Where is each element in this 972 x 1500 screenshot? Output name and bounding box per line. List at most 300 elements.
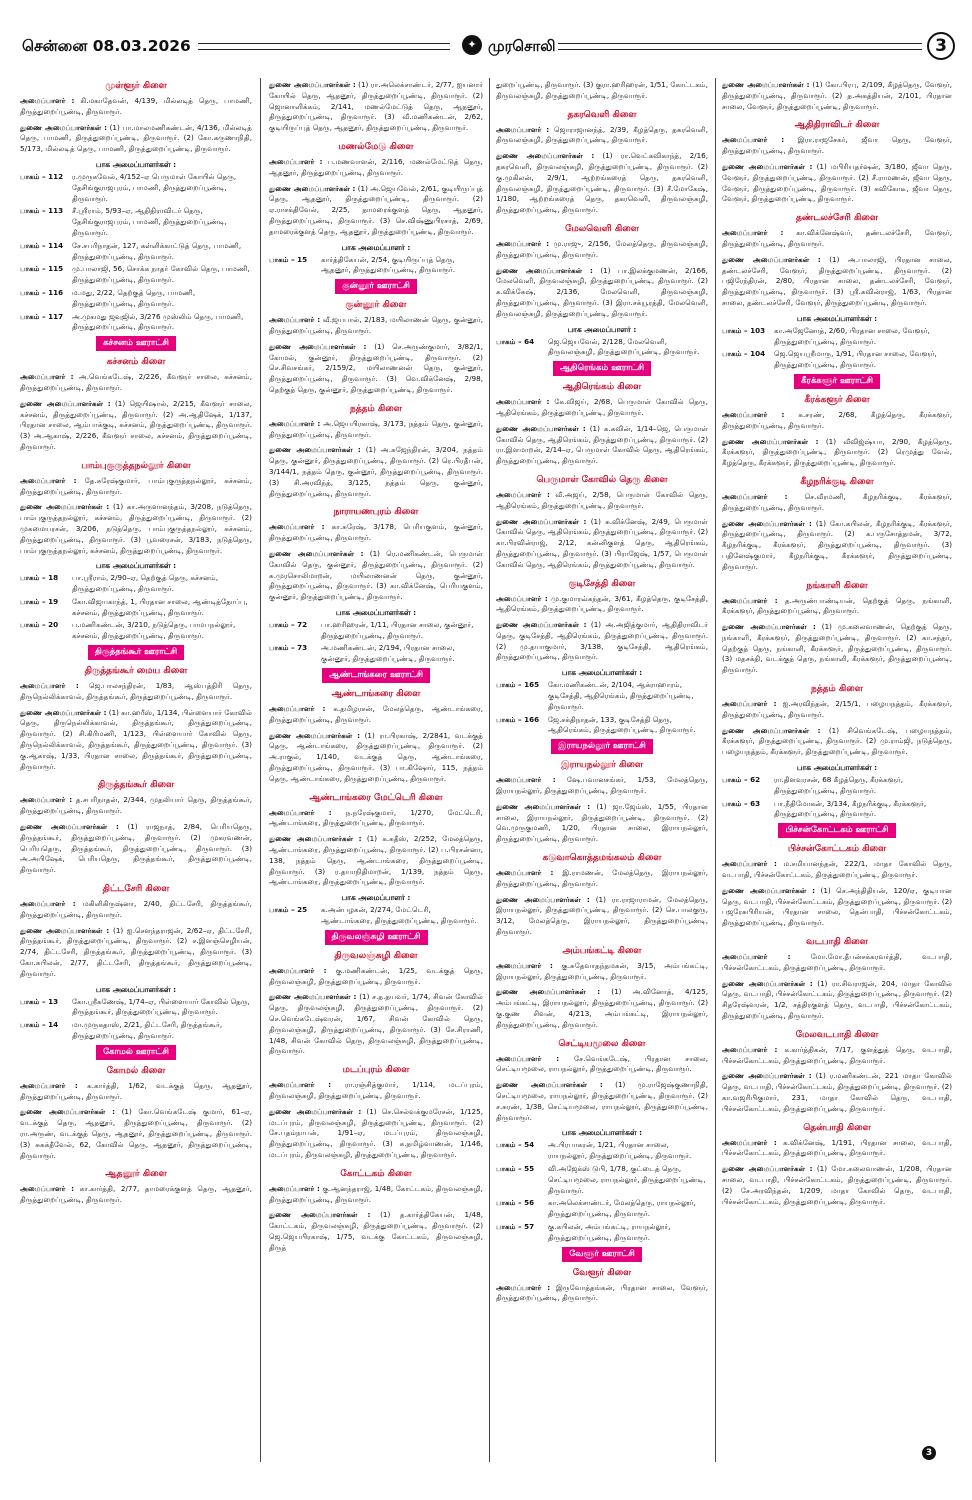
role-label: அமைப்பாளர் : [722, 1044, 778, 1054]
role-label: அமைப்பாளர் : [722, 409, 785, 419]
booth-number: பாகம் – 73 [269, 643, 308, 653]
member-details: த.சபரிநாதன், 2/344, முதலியார் தெரு, திருத்தங்கூர், திருத்துறைப்பூண்டி, திருவாரூர். [20, 795, 252, 816]
booth-organizer: சீ.ஸ்ரீராம், 5/93–ஏ, ஆதிதிராவிடர் தெரு, தேசிங்குராஜபுரம், பாமணி, திருத்துறைப்பூண்டி, திருவாரூர். [72, 206, 227, 237]
role-label: அமைப்பாளர் : [269, 156, 323, 166]
member-entry [722, 410, 952, 432]
role-label: அமைப்பாளர் : [722, 952, 791, 962]
branch-heading: குடிசேத்தி கிளை [568, 578, 636, 589]
booth-organizer: கா.அலெக்சாண்டர், மேலத்தெரு, ராயநல்லூர், திருத்துறைப்பூண்டி, திருவாரூர். [548, 1198, 696, 1219]
branch-heading: திட்டசேரி கிளை [102, 884, 170, 895]
booth-row [20, 288, 252, 310]
branch-heading: திருத்தங்கூர் கிளை [97, 780, 175, 791]
member-entry [496, 1080, 708, 1123]
member-entry [20, 399, 252, 453]
role-label: துணை அமைப்பாளர்கள் : [20, 502, 110, 512]
branch-heading: குன்னூர் கிளை [345, 300, 407, 311]
booth-organizer: மா.முருகதாஸ், 2/21, திட்டசேரி, திருத்தங்கூர், திருத்துறைப்பூண்டி, திருவாரூர். [72, 1020, 223, 1040]
member-details: (1) மோ.கலைவாணன், 1/208, பிரதான சாலை, வடபாதி, பிச்சன்கோட்டகம், திருத்துறைப்பூண்டி, திருவாரூர். (2) சே.அரவிந்தன், 1/209, மாதா கோவில் தெரு, வடபாதி, பிச்சன்கோட்டகம், திருத்துறைப்பூண்டி, திருவாரூர். [722, 1164, 952, 1206]
booth-row [496, 1164, 708, 1196]
branch-heading: வடபாதி கிளை [806, 937, 868, 948]
role-label: அமைப்பாளர் : [20, 1184, 74, 1194]
role-label: துணை அமைப்பாளர்கள் : [496, 265, 593, 275]
member-entry [496, 239, 708, 261]
member-details: (1) அ.ஜெயவேல், 2/61, குடியிருப்புத் தெரு, ஆதனூர், திருத்துறைப்பூண்டி, திருவாரூர். (2) ஏ.ராசக்திவேல், 2/25, தாமரைக்குளத் தெரு, ஆதனூர், திருத்துறைப்பூண்டி, திருவாரூர். (3) செ.விஷ்ணுபிரசாத், 2/69, தாமரைக்குளத் தெரு, ஆதனூர், திருத்துறைப்பூண்டி, திருவாரூர். [269, 183, 483, 236]
booth-organizer: அ.பிரபாகரன், 1/21, பிரதான சாலை, ராயநல்லூர், திருத்துறைப்பூண்டி, திருவாரூர். [548, 1140, 692, 1161]
member-details: (1) ர.மணிகண்டன், 221 மாதா கோவில் தெரு, வடபாதி, பிச்சன்கோட்டகம், திருத்துறைப்பூண்டி, திருவாரூர். (2) கா.வஜரிபிகுமார், 231, மாதா கோவில் தெரு, வடபாதி, பிச்சன்கோட்டகம், திருத்துறைப்பூண்டி, திருவாரூர். [722, 1071, 952, 1113]
panchayat-badge: கோமல் ஊராட்சி [96, 1045, 176, 1060]
member-details: (1) க.கவின், 1/14–ஜெ, பெருமாள் கோவில் தெரு, ஆதிரெங்கம், திருத்துறைப்பூண்டி, திருவாரூர். (2) ரா.இளமாறன், 2/14–ஏ, பெருமாள் கோவில் தெரு, ஆதிரெங்கம், திருத்துறைப்பூண்டி, திருவாரூர். [496, 423, 708, 466]
role-label: துணை அமைப்பாளர்கள் : [722, 80, 810, 89]
member-details: (1) க.சுதீஸ், 2/252, மேலத்தெரு, ஆண்டாங்கரை, திருத்துறைப்பூண்டி, திருவாரூர். (2) ப.பிரசன்னா, 138, நத்தம் தெரு, ஆண்டாங்கரை, திருத்துறைப்பூண்டி, திருவாரூர். (3) ர.தயாநிதிமாறன், 1/139, நத்தம் தெரு, ஆண்டாங்கரை, திருத்துறைப்பூண்டி, திருவாரூர். [269, 834, 483, 887]
member-entry [496, 517, 708, 571]
branch-heading: தென்பாதி கிளை [803, 1122, 871, 1133]
section-subtitle: பாக அமைப்பாளர்கள் : [335, 607, 417, 617]
section-subtitle: பாக அமைப்பாளர்கள் : [561, 1128, 643, 1138]
member-details: (1) செ.செல்வக்குமரேசன், 1/125, மடப்புரம், திருவலஞ்சுழி, திருத்துறைப்பூண்டி, திருவாரூர். (2) சே.பதம்நாபன், 1/91–ஏ, மடப்புரம், திருவலஞ்சுழி, திருத்துறைப்பூண்டி, திருவாரூர். (3) க.தமிழ்வாணன், 1/146, மடப்புரம், திருவலஞ்சுழி, திருத்துறைப்பூண்டி, திருவாரூர். [269, 1106, 483, 1159]
member-details: (1) கோ.பிரபு, 2/109, கீழத்தெரு, வேளூர், திருத்துறைப்பூண்டி, திருவாரூர். (2) த.அகத்தியன், 2/101, பிரதான சாலை, வேளூர், திருத்துறைப்பூண்டி, திருவாரூர். [722, 80, 952, 111]
member-entry [496, 151, 708, 216]
member-entry [269, 1107, 483, 1161]
booth-row [20, 1020, 252, 1042]
booth-organizer: அ.முகமது ஜவுஜில், 3/276 முஸ்லிம் தெரு, பாமணி, திருத்துறைப்பூண்டி, திருவாரூர். [72, 311, 244, 332]
booth-organizer: ஜே.சக்திநாதன், 133, குடிசேத்தி தெரு, ஆதிரெங்கம், திருத்துறைப்பூண்டி, திருவாரூர். [548, 714, 696, 735]
booth-organizer: கோ.மணிகண்டன், 2/104, ஆக்ராஹாரம், குடிசேத்தி, ஆதிரெங்கம், திருத்துறைப்பூண்டி, திருவாரூர். [548, 680, 694, 711]
booth-row [496, 337, 708, 359]
branch-heading: ஆண்டாங்கரை கிளை [331, 689, 421, 700]
masthead-rule-left [198, 43, 450, 50]
member-entry [496, 125, 708, 147]
masthead [22, 34, 948, 58]
member-entry [722, 437, 952, 469]
booth-organizer: கு.கபிலன், அம்பங்கட்டி, ராயநல்லூர், திருத்துறைப்பூண்டி, திருவாரூர். [548, 1221, 671, 1242]
page-number-badge: 3 [927, 32, 955, 60]
member-entry [722, 1071, 952, 1114]
role-label: அமைப்பாளர் : [269, 1183, 320, 1193]
member-details: க.விக்னேஷ், 1/191, பிரதான சாலை, வடபாதி, பிச்சன்கோட்டகம், திருத்துறைப்பூண்டி, திருவாரூர். [722, 1137, 952, 1158]
member-details: (1) அ.சுஜேந்திரன், 3/204, நத்தம் தெரு, குன்னூர், திருத்துறைப்பூண்டி, திருவாரூர். (2) ரெ.பிரதீபன், 3/144/1, நத்தம் தெரு, குன்னூர், திருத்துறைப்பூண்டி, திருவாரூர். (3) சி.அரவிந்த், 3/125, நத்தம் தெரு, குன்னூர், திருத்துறைப்பூண்டி, திருவாரூர். [269, 445, 483, 498]
member-details: இ.ராமணன், மேலத்தெரு, இராயநல்லூர், திருத்துறைப்பூண்டி, திருவாரூர். [496, 868, 708, 888]
booth-number: பாகம் – 63 [722, 798, 761, 808]
branch-heading: நாராயணபுரம் கிளை [333, 507, 419, 518]
member-entry [269, 522, 483, 544]
member-entry [722, 228, 952, 250]
role-label: அமைப்பாளர் : [20, 795, 73, 805]
member-entry [722, 80, 952, 112]
role-label: துணை அமைப்பாளர்கள் : [20, 925, 110, 935]
role-label: அமைப்பாளர் : [269, 418, 321, 428]
booth-row [722, 799, 952, 821]
booth-organizer: ஜெ.ஜெயஸ்ரீமாரு, 1/91, பிரதான சாலை, வேளூர், திருத்துறைப்பூண்டி, திருவாரூர். [774, 349, 937, 370]
member-details: (1) கோ.கபிலன், கீழநரிக்குடி, கீரக்களூர், திருத்துறைப்பூண்டி, திருவாரூர். (2) க.பருசோத்தமன், 3/72, கீழநரிக்குடி, கீரக்களூர், திருத்துறைப்பூண்டி, திருவாரூர். (3) பதினேஷ்குமார், கீழநரிக்குடி, கீரக்களூர், திருத்துறைப்பூண்டி, திருவாரூர். [722, 518, 952, 571]
member-details: கு.சுதேவாதந்தமகன், 3/15, அம்பங்கட்டி, இராயநல்லூர், திருத்துறைப்பூண்டி, திருவாரூர். [496, 960, 708, 981]
booth-number: பாகம் – 116 [20, 287, 64, 297]
branch-heading: நங்காளி கிளை [806, 580, 868, 591]
branch-heading: பாம்புகுருத்தநல்லூர் கிளை [81, 460, 191, 471]
role-label: துணை அமைப்பாளர்கள் : [722, 978, 813, 988]
member-details: (1) த.கார்த்திகேயன், 1/48, கோட்டகம், திருவலஞ்சுழி, திருத்துறைப்பூண்டி, திருவாரூர். (2) ஜெ.ஜெயபிரகாஷ், 1/75, வடக்கு கோட்டகம், திருவலஞ்சுழி, திருத் [269, 1210, 483, 1252]
member-entry [496, 961, 708, 983]
role-label: துணை அமைப்பாளர்கள் : [496, 987, 601, 997]
booth-number: பாகம் – 57 [496, 1221, 535, 1231]
branch-heading: கடுவாகொத்தமங்கலம் கிளை [542, 853, 662, 864]
branch-heading: இராயநல்லூர் கிளை [561, 760, 643, 771]
member-details: கா.கார்த்தி, 2/77, தாமரைக்குளத் தெரு, ஆதனூர், திருத்துறைப்பூண்டி, திருவாரூர். [20, 1184, 252, 1205]
role-label: அமைப்பாளர் : [20, 1080, 78, 1090]
role-label: அமைப்பாளர் : [496, 775, 556, 785]
member-details: க.தமிழரசன், மேலத்தெரு, ஆண்டாங்கரை, திருத்துறைப்பூண்டி, திருவாரூர். [269, 704, 483, 724]
member-entry [20, 681, 252, 703]
role-label: துணை அமைப்பாளர்கள் : [269, 548, 364, 558]
booth-organizer: ரா.திளவரசன், 68 கீழத்தெரு, கீரக்களூர், திருத்துறைப்பூண்டி, திருவாரூர். [774, 775, 904, 795]
booth-number: பாகம் – 20 [20, 620, 59, 630]
branch-heading: பெருமாள் கோவில் தெரு கிளை [536, 474, 668, 485]
member-entry [722, 492, 952, 514]
role-label: அமைப்பாளர் : [269, 522, 325, 532]
branch-heading: முள்ளூர் கிளை [105, 81, 167, 91]
role-label: துணை அமைப்பாளர்கள் : [722, 518, 812, 528]
branch-heading: கீழநரிக்குடி கிளை [800, 476, 874, 487]
branch-heading: நத்தம் கிளை [811, 684, 863, 695]
role-label: அமைப்பாளர் : [722, 595, 778, 605]
branch-heading: திருத்தங்கூர் மைய கிளை [84, 666, 188, 677]
booth-row [20, 997, 252, 1019]
branch-heading: ஆதிரெங்கம் கிளை [562, 382, 642, 393]
branch-heading: அம்பங்கட்டி கிளை [562, 945, 642, 956]
booth-number: பாகம் – 55 [496, 1163, 535, 1173]
branch-heading: மேலவடபாதி கிளை [795, 1029, 879, 1040]
member-entry [269, 549, 483, 603]
panchayat-badge: இராயநல்லூர் ஊராட்சி [551, 739, 653, 754]
member-entry [269, 419, 483, 441]
section-subtitle: பாக அமைப்பாளர் : [341, 242, 411, 252]
booth-number: பாகம் – 25 [269, 905, 308, 915]
role-label: துணை அமைப்பாளர்கள் : [722, 161, 813, 171]
role-label: அமைப்பாளர் : [20, 96, 75, 105]
booth-row [722, 349, 952, 371]
member-details: (1) ரா.வெட்கவிகாந்த், 2/16, தகரவெளி, திருவலஞ்சுழி, திருத்துறைப்பூண்டி, திருவாரூர். (2) கு.முகிலன், 2/9/1, ஆற்றங்கரைத் தெரு, தகரவெளி, திருவலஞ்சுழி, திருத்துறைப்பூண்டி, திருவாரூர். (3) சீ.மோகேஷ், 1/180, ஆற்றங்கரைத் தெரு, தகரவெளி, திருவலஞ்சுழி, திருத்துறைப்பூண்டி, திருவாரூர். [496, 151, 708, 215]
column-divider [260, 78, 261, 1462]
role-label: துணை அமைப்பாளர்கள் : [269, 80, 356, 89]
member-details: செ.வீரமணி, கீழநரிக்குடி, கீரக்களூர், திருத்துறைப்பூண்டி, திருவாரூர். [722, 491, 952, 512]
section-subtitle: பாக அமைப்பாளர் : [567, 324, 637, 334]
member-entry [269, 834, 483, 888]
member-entry [269, 1184, 483, 1206]
booth-row [269, 255, 483, 277]
booth-row [20, 172, 252, 204]
member-entry [722, 952, 952, 974]
member-entry [496, 1283, 708, 1305]
member-entry [722, 255, 952, 309]
member-entry [722, 859, 952, 881]
booth-organizer: மு.பாலாஜி, 56, சொக்க நாதர் கோவில் தெரு, பாமணி, திருத்துறைப்பூண்டி, திருவாரூர். [72, 264, 250, 285]
booth-number: பாகம் – 19 [20, 596, 59, 606]
member-details: (1) பா.மாலமணிகண்டன், 4/136, மில்லடித் தெரு, பாமணி, திருத்துறைப்பூண்டி, திருவாரூர். (2) கோ.கருணாநிதி, 5/173, மில்லடித் தெரு, பாமணி, திருத்துறைப்பூண்டி, திருவாரூர். [20, 122, 252, 154]
member-entry [20, 899, 252, 921]
booth-number: பாகம் – 56 [496, 1198, 535, 1208]
member-details: (1) அ.அஜித்குமார், ஆதிதிராவிடர் தெரு, குடிசேத்தி, ஆதிரெங்கம், திருத்துறைப்பூண்டி, திருவாரூர். (2) மு.தயாகுமார், 3/138, குடிசேத்தி, ஆதிரெங்கம், திருத்துறைப்பூண்டி, திருவாரூர். [496, 620, 708, 662]
booth-number: பாகம் – 113 [20, 206, 64, 216]
newspaper-emblem-icon: ✦ [462, 35, 482, 55]
role-label: அமைப்பாளர் : [269, 704, 326, 714]
branch-heading: வேளூர் கிளை [572, 1267, 632, 1278]
member-entry [269, 731, 483, 785]
role-label: துணை அமைப்பாளர்கள் : [269, 992, 357, 1002]
column-2 [269, 78, 483, 1462]
booth-number: பாகம் – 62 [722, 775, 761, 785]
role-label: துணை அமைப்பாளர்கள் : [269, 341, 367, 351]
member-entry [496, 802, 708, 845]
role-label: துணை அமைப்பாளர்கள் : [269, 730, 360, 740]
member-entry [20, 926, 252, 980]
role-label: அமைப்பாளர் : [722, 859, 777, 869]
role-label: அமைப்பாளர் : [722, 699, 777, 709]
section-subtitle: பாக அமைப்பாளர்கள் : [95, 159, 177, 169]
role-label: துணை அமைப்பாளர்கள் : [496, 516, 587, 526]
member-details: (1) சிவெங்கடேஷ், பழையநத்தம், கீரக்களூர், திருத்துறைப்பூண்டி, திருவாரூர். (2) மு.ராம்ஜி, நடுத்தெரு, பழையநத்தம், கீரக்களூர், திருத்துறைப்பூண்டி, திருவாரூர். [722, 725, 952, 757]
booth-number: பாகம் – 18 [20, 573, 59, 583]
member-details: (1) செ.அந்திதியன், 120/ஏ, குடியான தெரு, வடபாதி, பிச்சன்கோட்டகம், திருத்துறைப்பூண்டி, திருவாரூர். (2) பஜரேசுபிரியன், பிரதான சாலை, தென்பாதி, பிச்சன்கோட்டகம், திருத்துறைப்பூண்டி, திருவாரூர். [722, 885, 952, 928]
member-details: (1) ஜா.ஜேம்ஸ், 1/55, பிரதான சாலை, இராயநல்லூர், திருத்துறைப்பூண்டி, திருவாரூர். (2) வெ.முருகுமணி, 1/20, பிரதான சாலை, இராயநல்லூர், திருத்துறைப்பூண்டி, திருவாரூர். [496, 801, 708, 844]
panchayat-badge: கீரக்களூர் ஊராட்சி [794, 374, 880, 389]
member-entry [20, 372, 252, 394]
member-details: (1) ஜெயிஷால், 2/215, கீவளூர் சாலை, கச்சனம், திருத்துறைப்பூண்டி, திருவாரூர். (2) அ.ஆதிஷேக், 1/137, பிரதான சாலை, ஆம்பாக்குடி, கச்சனம், திருத்துறைப்பூண்டி, திருவாரூர். (3) அ.ஆகாஷ், 2/226, கீவளூர் சாலை, கச்சனம், திருத்துறைப்பூண்டி, திருவாரூர். [20, 398, 252, 451]
role-label: அமைப்பாளர் : [20, 372, 74, 382]
panchayat-badge: பிச்சன்கோட்டகம் ஊராட்சி [778, 823, 895, 838]
role-label: அமைப்பாளர் : [20, 899, 76, 909]
member-details: (1) ரா.அலெக்சாண்டர், 2/77, ஐயனார் கோயில் தெரு, ஆதனூர், திருத்துறைப்பூண்டி, திருவாரூர். (2) ஜொனாளிக்கம், 2/141, மணல்மேட்டுத் தெரு, ஆதனூர், திருத்துறைப்பூண்டி, திருவாரூர். (3) வீ.மணிகண்டன், 2/62, குடியிருப்புத் தெரு, ஆதனூர், திருத்துறைப்பூண்டி, திருவாரூர். [269, 80, 483, 133]
role-label: துணை அமைப்பாளர்கள் : [20, 822, 119, 832]
column-4 [722, 78, 952, 1462]
panchayat-badge: ஆண்டாங்கரை ஊராட்சி [322, 668, 430, 683]
booth-organizer: அ.மணிகண்டன், 2/194, பிரதான சாலை, குன்னூர், திருத்துறைப்பூண்டி, திருவாரூர். [321, 643, 455, 664]
masthead-rule-right [558, 43, 922, 50]
booth-organizer: ர.முருகவேல், 4/152–ஏ பெருமாள் கோயில் தெரு, தேசிங்குராஜபுரம், பாமணி, திருத்துறைப்பூண்டி, திருவாரூர். [72, 171, 237, 203]
member-entry [269, 445, 483, 499]
section-subtitle: பாக அமைப்பாளர்கள் : [561, 668, 643, 678]
member-details: கு.ஆனந்தராஜ், 1/48, கோட்டகம், திருவலஞ்சுழி, திருத்துறைப்பூண்டி, திருவாரூர். [269, 1183, 483, 1204]
booth-row [722, 326, 952, 348]
member-entry [496, 490, 708, 512]
member-entry [20, 476, 252, 498]
section-subtitle: பாக அமைப்பாளர்கள் : [796, 763, 878, 773]
member-details: இரா.ராஜசேகர், ஜீவா தெரு, வேளூர், திருத்துறைப்பூண்டி, திருவாரூர். [722, 135, 952, 156]
member-details: ஐ.அரவிந்தன், 2/15/1, பழையநத்தம், கீரக்களூர், திருத்துறைப்பூண்டி, திருவாரூர். [722, 699, 952, 719]
member-details: (1) ராஜநாத், 2/84, பெரியதெரு, திருத்தங்கூர், திருத்துறைப்பூண்டி, திருவாரூர். (2) முகரவணன், பெரியதெரு, திருத்தங்கூர், திருத்துறைப்பூண்டி, திருவாரூர். (3) அ.அபிஷேக், பெரியதெரு, திருத்தங்கூர், திருத்துறைப்பூண்டி, திருவாரூர். [20, 822, 252, 875]
role-label: அமைப்பாளர் : [496, 593, 548, 603]
booth-organizer: ஜெ.ஜெயவேல், 2/128, மேலவெளி, திருவலஞ்சுழி, திருத்துறைப்பூண்டி, திருவாரூர். [548, 336, 700, 357]
edition-date: சென்னை 08.03.2026 [22, 37, 191, 55]
booth-row [20, 312, 252, 334]
member-details: சே.வெங்கடேஷ், பிரதான சாலை, செட்டியமூலை, ராயநல்லூர், திருத்துறைப்பூண்டி, திருவாரூர். [496, 1053, 708, 1074]
role-label: துணை அமைப்பாளர்கள் : [722, 622, 816, 632]
role-label: அமைப்பாளர் : [722, 228, 784, 238]
member-entry [20, 1107, 252, 1161]
role-label: துணை அமைப்பாளர்கள் : [20, 122, 107, 132]
member-entry [722, 979, 952, 1022]
role-label: துணை அமைப்பாளர்கள் : [722, 1071, 812, 1081]
booth-number: பாகம் – 13 [20, 996, 59, 1006]
booth-row [496, 1140, 708, 1162]
booth-organizer: கா.அஜேனோத், 2/60, பிரதான சாலை, வேளூர், திருத்துறைப்பூண்டி, திருவாரூர். [774, 325, 930, 346]
role-label: துணை அமைப்பாளர்கள் : [269, 183, 356, 193]
role-label: அமைப்பாளர் : [496, 397, 550, 407]
booth-row [20, 620, 252, 642]
booth-row [269, 620, 483, 642]
newspaper-name: முரசொலி [488, 37, 556, 55]
booth-row [269, 643, 483, 665]
branch-heading: தகரவெளி கிளை [567, 109, 637, 120]
member-details: ம.சமியானந்தன், 222/1, மாதா கோவில் தெரு, வடபாதி, பிச்சன்கோட்டகம், திருத்துறைப்பூண்டி, திருவாரூர். [722, 859, 952, 880]
member-details: ந.நரேஷ்குமார், 1/270, மேட்டெரி, ஆண்டாங்கரை, திருத்துறைப்பூண்டி, திருவாரூர். [269, 807, 483, 828]
booth-row [496, 1222, 708, 1244]
role-label: அமைப்பாளர் : [269, 315, 321, 325]
booth-organizer: கோ.ஸ்ரீகணேஷ், 1/74–ஏ, பிள்ளையார் கோவில் தெரு, திருத்தங்கூர், திருத்துறைப்பூண்டி, திருவாரூர். [72, 996, 250, 1017]
member-entry [496, 594, 708, 616]
role-label: துணை அமைப்பாளர்கள் : [496, 620, 587, 630]
member-entry [269, 315, 483, 337]
member-entry [496, 80, 708, 102]
member-entry [722, 519, 952, 573]
booth-row [20, 597, 252, 619]
member-details: மகிளிகிருஷ்னா, 2/40, திட்டசேரி, திருத்தங்கூர், திருத்துறைப்பூண்டி, திருவாரூர். [20, 899, 252, 919]
member-details: க.கார்த்திகன், 7/17, குளத்துத் தெரு, வடபாதி, பிச்சன்கோட்டகம், திருத்துறைப்பூண்டி, திருவாரூர். [722, 1044, 952, 1065]
member-entry [496, 397, 708, 419]
member-details: கி.மகாதேவன், 4/139, மில்லடித் தெரு, பாமணி, திருத்துறைப்பூண்டி, திருவாரூர். [20, 96, 252, 116]
branch-heading: மேலவெளி கிளை [565, 223, 639, 234]
role-label: துணை அமைப்பாளர்கள் : [20, 707, 107, 717]
column-divider [715, 78, 716, 1462]
booth-organizer: க.அன்பழகன், 2/274, மேட்டெரி, ஆண்டாங்கரை, திருத்துறைப்பூண்டி, திருவாரூர். [321, 905, 477, 926]
booth-organizer: பா.ஸ்ரீராம், 2/90–ஏ, தெற்குத் தெரு, கச்சனம், திருத்துறைப்பூண்டி, திருவாரூர். [72, 573, 219, 594]
role-label: துணை அமைப்பாளர்கள் : [496, 151, 595, 161]
booth-number: பாகம் – 117 [20, 311, 64, 321]
booth-number: பாகம் – 104 [722, 349, 766, 359]
panchayat-badge: கச்சனம் ஊராட்சி [96, 336, 176, 351]
member-entry [20, 708, 252, 773]
member-entry [20, 795, 252, 817]
member-details: துறைப்பூண்டி, திருவாரூர். (3) குரா.ஹரிஹரன், 1/51, கோட்டகம், திருவலஞ்சுழி, திருத்துறைப்பூண்டி, திருவாரூர். [496, 80, 708, 100]
member-entry [722, 699, 952, 721]
member-details: மு.குமாரவ்கந்தன், 3/61, கீழத்தெரு, குடிசேத்தி, ஆதிரெங்கம், திருத்துறைப்பூண்டி, திருவாரூர். [496, 593, 708, 614]
member-entry [722, 622, 952, 676]
member-entry [496, 987, 708, 1030]
member-entry [269, 808, 483, 830]
member-details: மோ.மோ.தீபன்சக்கரவர்த்தி, வடபாதி, பிச்சன்கோட்டகம், திருத்துறைப்பூண்டி, திருவாரூர். [722, 952, 952, 972]
member-details: (1) ச.த.தயவர், 1/74, சிவன் கோவில் தெரு, திருவலஞ்சுழி, திருத்துறைப்பூண்டி, திருவாரூர். (2) செ.வெங்கடேஷ்வரன், 1/67, சிவன் கோவில் தெரு, திருவலஞ்சுழி, திருத்துறைப்பூண்டி, திருவாரூர். (3) சே.சிராணி, 1/48, சிவன் கோவில் தெரு, திருவலஞ்சுழி, திருத்துறைப்பூண்டி, திருவாரூர். [269, 992, 483, 1056]
member-entry [722, 135, 952, 157]
booth-organizer: கோ.விஜயகாந்த், 1, பிரதான சாலை, ஆண்டித்தோப்பு, கச்சனம், திருத்துறைப்பூண்டி, திருவாரூர். [72, 596, 248, 617]
member-details: ரா.ரஞ்சித்குமார், 1/114, மடப்புரம், திருவலஞ்சுழி, திருத்துறைப்பூண்டி, திருவாரூர். [269, 1080, 483, 1100]
role-label: துணை அமைப்பாளர்கள் : [496, 423, 586, 433]
member-entry [722, 886, 952, 929]
member-details: (1) ரெ.மணிகண்டன், பெருமாள் கோவில் தெரு, குன்னூர், திருத்துறைப்பூண்டி, திருவாரூர். (2) சு.முரசொலிமாறன், மயிலாணனன் தெரு, குன்னூர், திருத்துறைப்பூண்டி, திருவாரூர். (3) கா.விக்னேஷ், பெரியகுளம், குன்னூர், திருத்துறைப்பூண்டி, திருவாரூர். [269, 548, 483, 602]
member-details: (1) ஐ.சௌந்தராஜன், 2/62–ஏ, திட்டசேரி, திருத்தங்கூர், திருத்துறைப்பூண்டி, திருவாரூர். (2) ச.இளஞ்செழியன், 2/74, திட்டசேரி, திருத்தங்கூர், திருத்துறைப்பூண்டி, திருவாரூர். (3) கோ.கபிலன், 2/77, திட்டசேரி, திருத்தங்கூர், திருத்துறைப்பூண்டி, திருவாரூர். [20, 925, 252, 978]
role-label: அமைப்பாளர் : [20, 681, 79, 691]
panchayat-badge: திருவலஞ்சுழி ஊராட்சி [325, 930, 428, 945]
role-label: துணை அமைப்பாளர்கள் : [722, 436, 819, 446]
member-details: தே.சுரேஷ்குமார், பாம்புகுருத்தநல்லூர், கச்சனம், திருத்துறைப்பூண்டி, திருவாரூர். [20, 475, 252, 496]
booth-row [20, 573, 252, 595]
booth-row [496, 715, 708, 737]
role-label: அமைப்பாளர் : [496, 238, 549, 248]
role-label: அமைப்பாளர் : [722, 135, 785, 145]
booth-row [269, 905, 483, 927]
role-label: துணை அமைப்பாளர்கள் : [269, 1106, 362, 1116]
member-entry [269, 80, 483, 134]
role-label: துணை அமைப்பாளர்கள் : [722, 885, 815, 895]
branch-heading: கீரக்களூர் கிளை [804, 394, 870, 405]
member-details: கே.விஜய், 2/68, பெருமாள் கோவில் தெரு, ஆதிரெங்கம், திருத்துறைப்பூண்டி, திருவாரூர். [496, 397, 708, 417]
member-details: (1) செ.அருண்குமார், 3/82/1, கோமல், குன்னூர், திருத்துறைப்பூண்டி, திருவாரூர். (2) செ.சிவசங்கர், 2/159/2, மயிலாணனன் தெரு, குன்னூர், திருத்துறைப்பூண்டி, திருவாரூர். (3) வெ.விக்னேஷ், 2/98, தெற்குத் தெரு, குன்னூர், திருத்துறைப்பூண்டி, திருவாரூர். [269, 341, 483, 394]
panchayat-badge: திருத்தங்கூர் ஊராட்சி [88, 645, 184, 660]
booth-organizer: வி.அஜேக்ஸ் டுபி, 1/78, குட்டைத் தெரு, செட்டியமூலை, ராயநல்லூர், திருத்துறைப்பூண்டி, திருவாரூர். [548, 1163, 706, 1195]
booth-number: பாகம் – 166 [496, 714, 540, 724]
member-entry [496, 1054, 708, 1076]
role-label: அமைப்பாளர் : [269, 965, 327, 975]
booth-organizer: சே.சபரிநாதன், 127, கள்ளிக்காட்டுத் தெரு, பாமணி, திருத்துறைப்பூண்டி, திருவாரூர். [72, 240, 242, 261]
member-entry [722, 596, 952, 618]
member-entry [496, 266, 708, 320]
branch-heading: மடப்புரம் கிளை [342, 1065, 410, 1076]
booth-organizer: பா.ஹரிஹரன், 1/11, பிரதான சாலை, குன்னூர், திருத்துறைப்பூண்டி, திருவாரூர். [321, 619, 474, 640]
booth-row [20, 241, 252, 263]
member-details: (1) சு.விக்னேஷ், 2/49, பெருமாள் கோவில் தெரு, ஆதிரெங்கம், திருத்துறைப்பூண்டி, திருவாரூர். (2) கா.பிரவின்ராஜ், 2/12, கன்னிகுளத் தெரு, ஆதிரெங்கம், திருத்துறைப்பூண்டி, திருவாரூர். (3) பிராஜேஷ், 1/57, பெருமாள் கோவில் தெரு, ஆதிரெங்கம், திருத்துறைப்பூண்டி, திருவாரூர். [496, 516, 708, 569]
member-entry [722, 726, 952, 758]
member-entry [20, 1081, 252, 1103]
branch-heading: திருவலஞ்சுழி கிளை [334, 950, 418, 961]
member-entry [496, 775, 708, 797]
branch-heading: பிச்சன்கோட்டகம் கிளை [787, 844, 887, 855]
role-label: அமைப்பாளர் : [722, 491, 788, 501]
member-details: கா.சுரேஷ், 3/178, பெரியகுளம், குன்னூர், திருத்துறைப்பூண்டி, திருவாரூர். [269, 522, 483, 543]
member-details: (1) ரா.பிரகாஷ், 2/2841, வடக்குத் தெரு, ஆண்டாங்கரை, திருத்துறைப்பூண்டி, திருவாரூர். (2) அ.ராகுல், 1/140, வடக்குத் தெரு, ஆண்டாங்கரை, திருத்துறைப்பூண்டி, திருவாரூர். (3) பா.கிஷோர், 115, நத்தம் தெரு, ஆண்டாங்கரை, திருத்துறைப்பூண்டி, திருவாரூர். [269, 730, 483, 783]
member-entry [269, 992, 483, 1057]
branch-heading: கச்சனம் கிளை [106, 357, 166, 368]
role-label: அமைப்பாளர் : [496, 124, 550, 134]
panchayat-badge: வேளூர் ஊராட்சி [562, 1247, 641, 1262]
member-entry [496, 424, 708, 467]
member-entry [722, 1138, 952, 1160]
booth-row [722, 775, 952, 797]
section-subtitle: பாக அமைப்பாளர்கள் : [95, 984, 177, 994]
booth-number: பாகம் – 15 [269, 254, 308, 264]
panchayat-badge: குன்னூர் ஊராட்சி [335, 279, 417, 294]
member-details: க.கார்த்தி, 1/62, வடக்குத் தெரு, ஆதனூர், திருத்துறைப்பூண்டி, திருவாரூர். [20, 1080, 252, 1101]
member-details: ப.மணவாளன், 2/116, மணல்மேட்டுத் தெரு, ஆதனூர், திருத்துறைப்பூண்டி, திருவாரூர். [269, 156, 483, 177]
role-label: துணை அமைப்பாளர்கள் : [722, 254, 821, 264]
role-label: துணை அமைப்பாளர்கள் : [722, 725, 821, 735]
role-label: அமைப்பாளர் : [496, 1282, 551, 1292]
role-label: அமைப்பாளர் : [496, 960, 553, 970]
role-label: துணை அமைப்பாளர்கள் : [496, 801, 591, 811]
member-entry [269, 704, 483, 726]
section-subtitle: பாக அமைப்பாளர் : [341, 893, 411, 903]
member-details: வீ.அஜய், 2/58, பெருமாள் கோவில் தெரு, ஆதிரெங்கம், திருத்துறைப்பூண்டி, திருவாரூர். [496, 489, 708, 510]
role-label: அமைப்பாளர் : [496, 1053, 560, 1063]
role-label: துணை அமைப்பாளர்கள் : [269, 1210, 371, 1220]
booth-number: பாகம் – 54 [496, 1140, 535, 1150]
booth-number: பாகம் – 165 [496, 680, 540, 690]
branch-heading: மணல்மேடு கிளை [338, 141, 414, 152]
member-details: (1) மு.ராஜேஷ்குணாநிதி, செட்டியமூலை, ராயநல்லூர், திருத்துறைப்பூண்டி, திருவாரூர். (2) ச.சுரண், 1/38, செட்டியமூலை, ராயநல்லூர், திருத்துறைப்பூண்டி, திருவாரூர். [496, 1080, 708, 1122]
member-entry [269, 1210, 483, 1253]
branch-heading: ஆண்டாங்கரை மேட்டெரி கிளை [309, 792, 443, 803]
role-label: அமைப்பாளர் : [269, 1080, 332, 1090]
member-details: (1) கோ.வெங்கடேஷ் குமார், 61–ஏ, வடக்குத் தெரு, ஆதனூர், திருத்துறைப்பூண்டி, திருவாரூர். (2) ரா.அருண், வடக்குத் தெரு, ஆதனூர், திருத்துறைப்பூண்டி, திருவாரூர். (3) சுசுக்தீவேல், 62, கோவில் தெரு, ஆதனூர், திருத்துறைப்பூண்டி, திருவாரூர். [20, 1107, 252, 1160]
booth-number: பாகம் – 72 [269, 619, 308, 629]
member-details: (1) மபிரியதர்ஷன், 3/180, ஜீவா தெரு, வேளூர், திருத்துறைப்பூண்டி, திருவாரூர். (2) சீ.ராமணன், ஜீவா தெரு, வேளூர், திருத்துறைப்பூண்டி, திருவாரூர். (3) கவிகோடீ, ஜீவா தெரு, வேளூர், திருத்துறைப்பூண்டி, திருவாரூர். [722, 161, 952, 204]
role-label: அமைப்பாளர் : [496, 868, 554, 878]
